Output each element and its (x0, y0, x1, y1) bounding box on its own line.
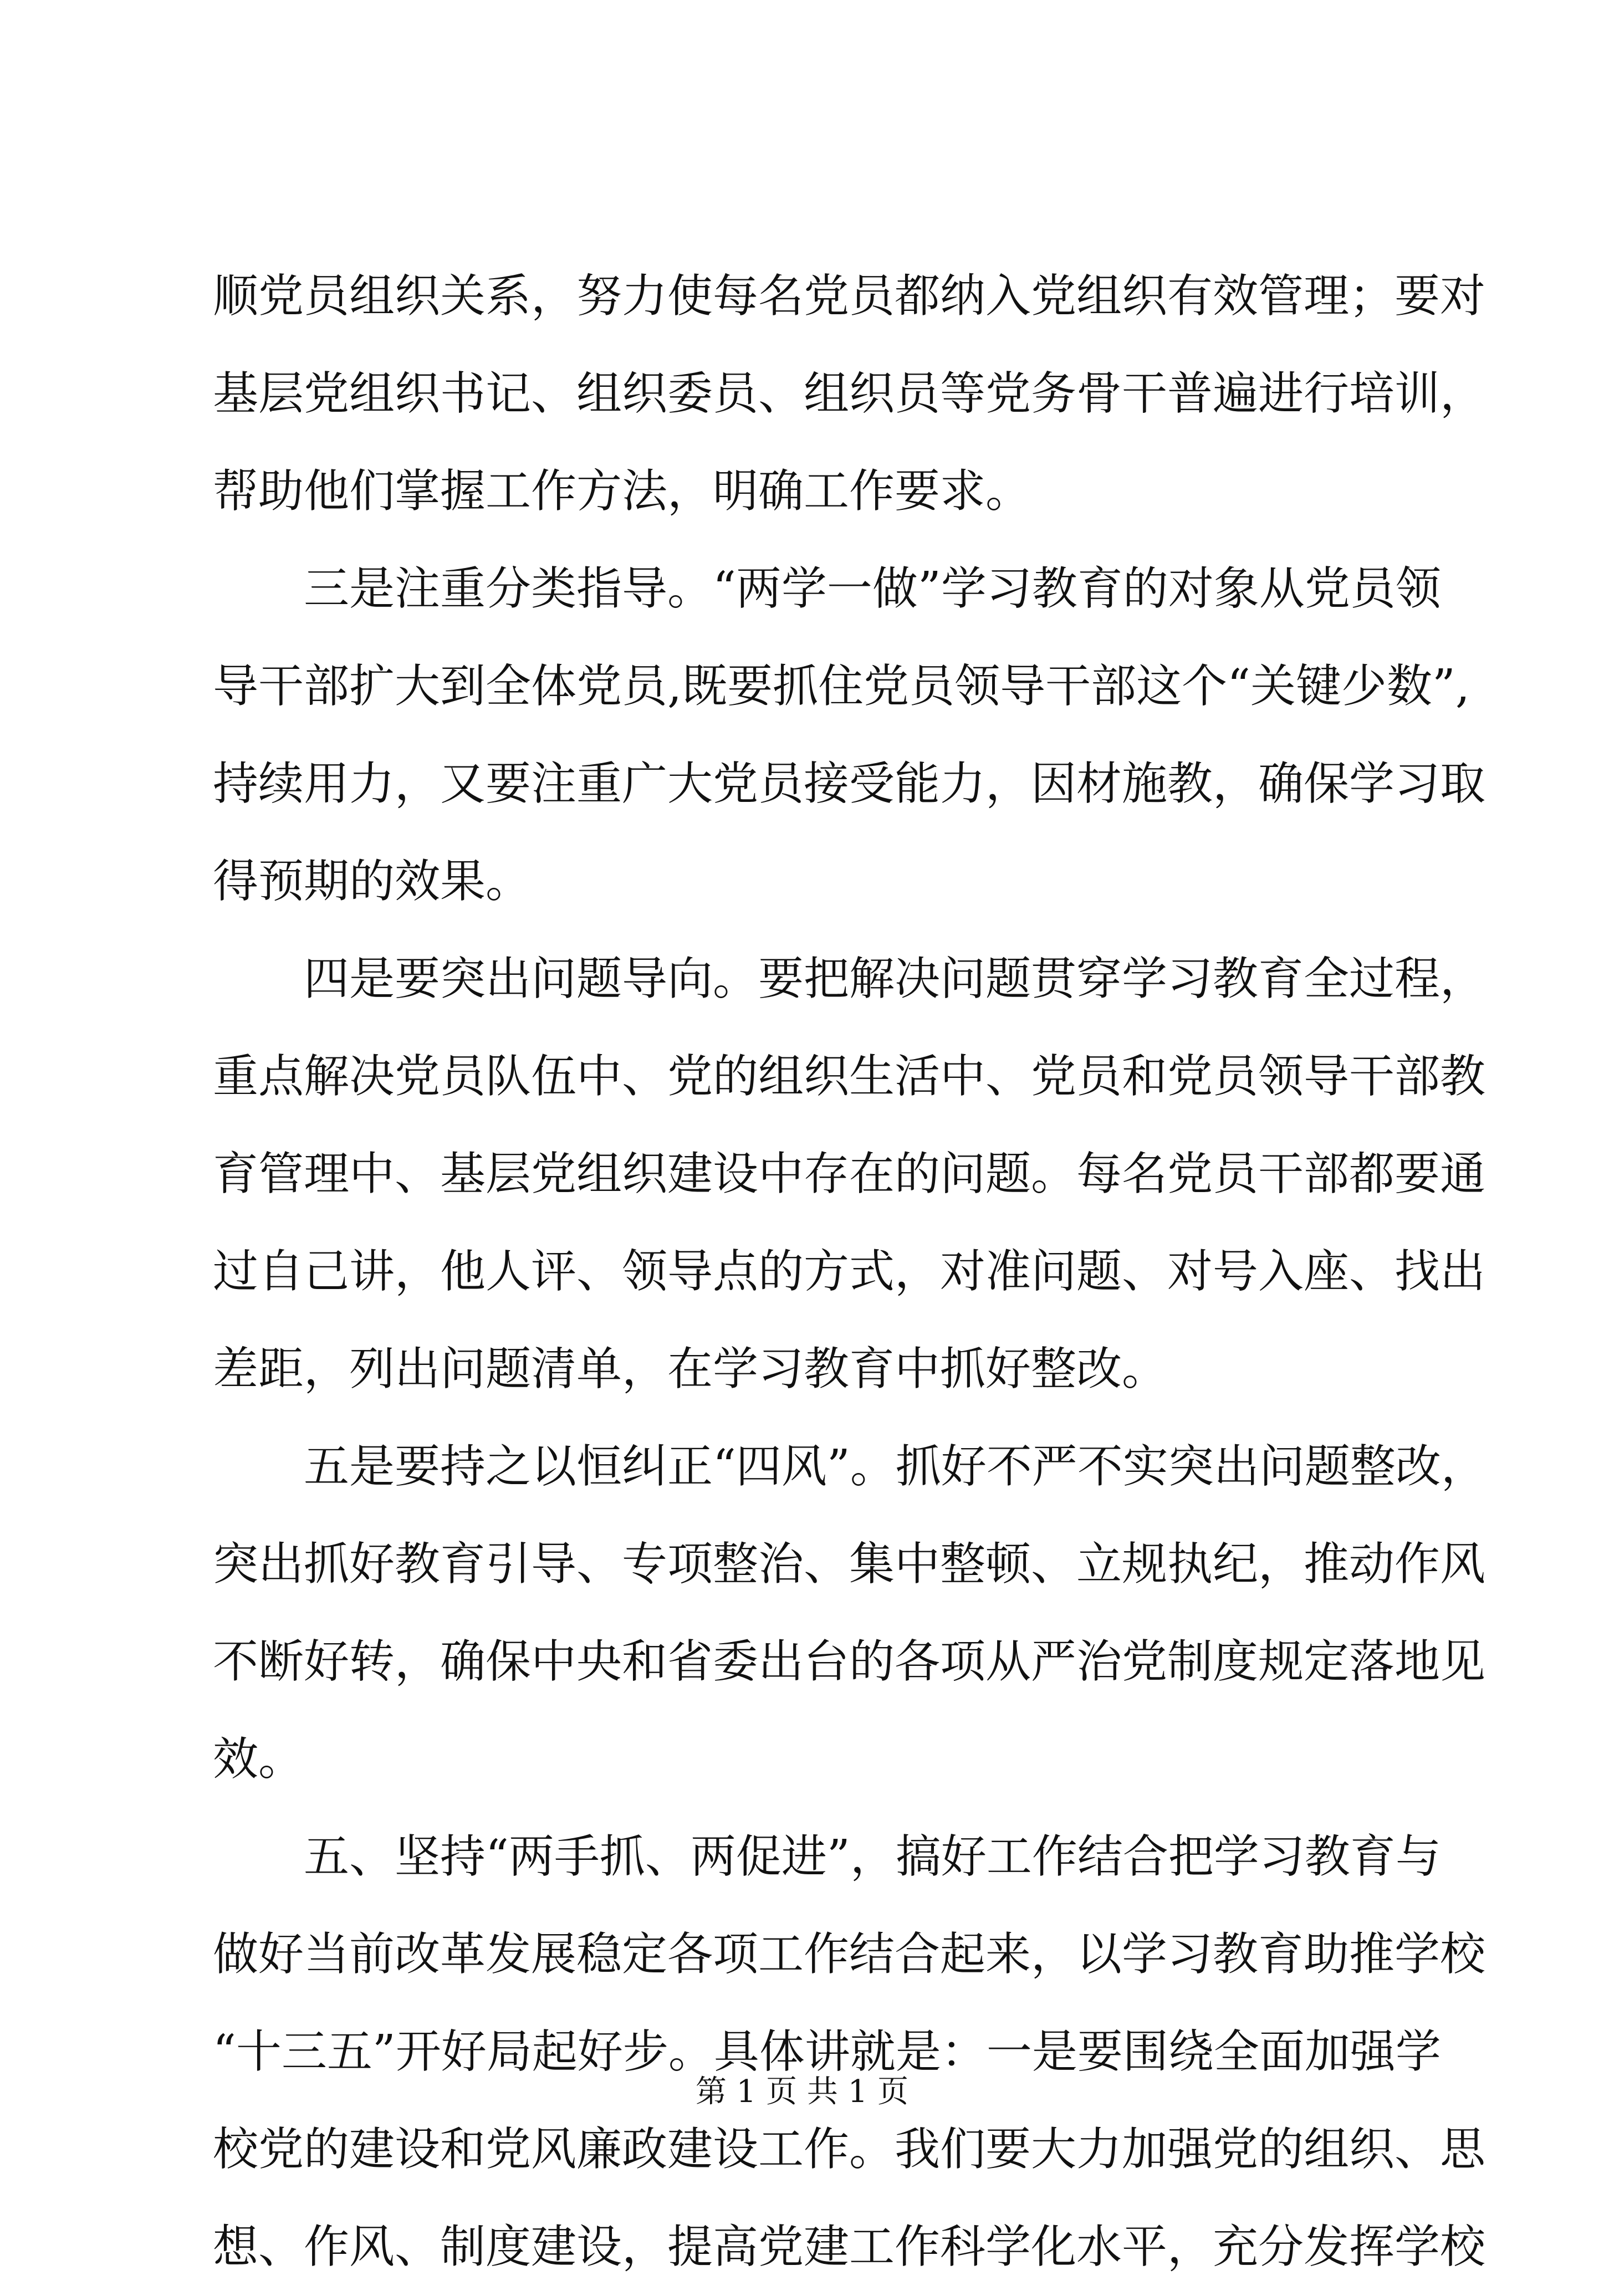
text-line: 差距，列出问题清单，在学习教育中抓好整改。 (213, 1343, 1168, 1395)
text-line: 基层党组织书记、组织委员、组织员等党务骨干普遍进行培训， (213, 367, 1486, 420)
text-line: 得预期的效果。 (213, 855, 532, 908)
text-line: 持续用力，又要注重广大党员接受能力，因材施教，确保学习取 (213, 758, 1486, 810)
text-line: 顺党员组织关系，努力使每名党员都纳入党组织有效管理；要对 (213, 270, 1486, 323)
paragraph-start-line: 五、坚持“两手抓、两促进”，搞好工作结合把学习教育与 (304, 1830, 1441, 1883)
text-line: “十三五”开好局起好步。具体讲就是：一是要围绕全面加强学 (213, 2026, 1441, 2078)
text-line: 做好当前改革发展稳定各项工作结合起来，以学习教育助推学校 (213, 1928, 1486, 1981)
text-line: 效。 (213, 1733, 304, 1786)
text-line: 过自己讲，他人评、领导点的方式，对准问题、对号入座、找出 (213, 1245, 1486, 1298)
paragraph-start-line: 三是注重分类指导。“两学一做”学习教育的对象从党员领 (304, 563, 1441, 615)
text-line: 育管理中、基层党组织建设中存在的问题。每名党员干部都要通 (213, 1148, 1486, 1200)
text-line: 帮助他们掌握工作方法，明确工作要求。 (213, 465, 1031, 518)
text-line: 突出抓好教育引导、专项整治、集中整顿、立规执纪，推动作风 (213, 1538, 1486, 1591)
text-line: 校党的建设和党风廉政建设工作。我们要大力加强党的组织、思 (213, 2123, 1486, 2176)
document-body (213, 248, 1486, 2296)
paragraph-start-line: 四是要突出问题导向。要把解决问题贯穿学习教育全过程， (304, 953, 1486, 1005)
text-line: 重点解决党员队伍中、党的组织生活中、党员和党员领导干部教 (213, 1050, 1486, 1103)
text-line: 不断好转，确保中央和省委出台的各项从严治党制度规定落地见 (213, 1635, 1486, 1688)
page-footer: 第 1 页 共 1 页 (695, 2074, 909, 2110)
text-line: 想、作风、制度建设，提高党建工作科学化水平，充分发挥学校 (213, 2221, 1486, 2273)
text-line: 导干部扩大到全体党员,既要抓住党员领导干部这个“关键少数”, (213, 660, 1470, 713)
paragraph-start-line: 五是要持之以恒纠正“四风”。抓好不严不实突出问题整改， (304, 1440, 1486, 1493)
